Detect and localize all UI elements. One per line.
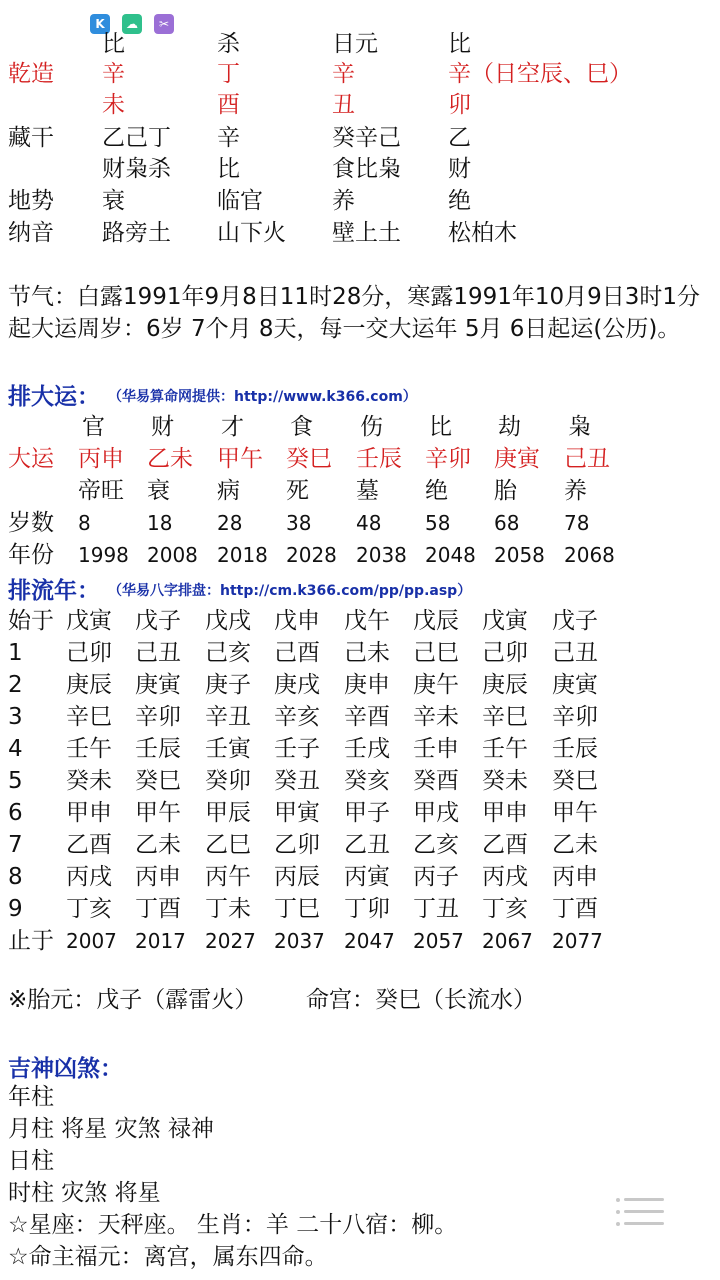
bazi-top_row-cell: 杀 bbox=[217, 31, 240, 57]
liunian-cell: 庚子 bbox=[205, 672, 251, 698]
liunian-cell: 癸丑 bbox=[274, 768, 320, 794]
dayun-year-cell: 2008 bbox=[147, 543, 198, 567]
bazi-canggan-cell: 辛 bbox=[217, 125, 240, 151]
bazi-dishi-cell: 养 bbox=[332, 188, 355, 214]
bazi-stems-label: 乾造 bbox=[8, 61, 54, 87]
bazi-nayin-cell: 松柏木 bbox=[448, 220, 517, 246]
bazi-shishen-cell: 比 bbox=[217, 156, 240, 182]
liunian-cell: 戊子 bbox=[135, 608, 181, 634]
liunian-source-link[interactable]: （华易八字排盘：http://cm.k366.com/pp/pp.asp） bbox=[108, 583, 472, 599]
liunian-cell: 丙辰 bbox=[274, 864, 320, 890]
liunian-cell: 辛巳 bbox=[66, 704, 112, 730]
bazi-branches-cell: 丑 bbox=[332, 92, 355, 118]
liunian-cell: 甲辰 bbox=[205, 800, 251, 826]
liunian-row-label: 4 bbox=[8, 736, 23, 762]
dayun-age-cell: 48 bbox=[356, 511, 382, 535]
liunian-cell: 辛卯 bbox=[135, 704, 181, 730]
dayun-year-cell: 1998 bbox=[78, 543, 129, 567]
liunian-row-label: 止于 bbox=[8, 928, 54, 954]
dayun-age-cell: 28 bbox=[217, 511, 243, 535]
liunian-row-label: 3 bbox=[8, 704, 23, 730]
liunian-cell: 戊辰 bbox=[413, 608, 459, 634]
liunian-cell: 己丑 bbox=[552, 640, 598, 666]
liunian-cell: 癸亥 bbox=[344, 768, 390, 794]
dayun-pillar-cell: 壬辰 bbox=[356, 446, 402, 472]
liunian-cell: 癸酉 bbox=[413, 768, 459, 794]
bazi-stems-cell: 丁 bbox=[217, 61, 240, 87]
dayun-shishen-cell: 食 bbox=[290, 414, 313, 440]
menu-lines-icon[interactable] bbox=[612, 1192, 666, 1234]
bazi-branches-cell: 酉 bbox=[217, 92, 240, 118]
liunian-cell: 2047 bbox=[344, 929, 395, 953]
liunian-cell: 丙申 bbox=[552, 864, 598, 890]
liunian-row-label: 6 bbox=[8, 800, 23, 826]
dayun-shishen-cell: 劫 bbox=[498, 414, 521, 440]
liunian-cell: 乙酉 bbox=[482, 832, 528, 858]
jishen-line-4: 时柱 灾煞 将星 bbox=[8, 1180, 161, 1206]
bazi-dishi-cell: 绝 bbox=[448, 188, 471, 214]
liunian-cell: 辛卯 bbox=[552, 704, 598, 730]
liunian-row-label: 始于 bbox=[8, 608, 54, 634]
bazi-nayin-cell: 壁上土 bbox=[332, 220, 401, 246]
dayun-year-cell: 2058 bbox=[494, 543, 545, 567]
jishen-line-3: 日柱 bbox=[8, 1148, 54, 1174]
bazi-nayin-cell: 山下火 bbox=[217, 220, 286, 246]
liunian-cell: 戊戌 bbox=[205, 608, 251, 634]
dayun-shishen-cell: 官 bbox=[82, 414, 105, 440]
liunian-row-label: 8 bbox=[8, 864, 23, 890]
dayun-state-cell: 墓 bbox=[356, 478, 379, 504]
liunian-cell: 甲子 bbox=[344, 800, 390, 826]
dayun-year-cell: 2068 bbox=[564, 543, 615, 567]
liunian-cell: 丙寅 bbox=[344, 864, 390, 890]
bazi-dishi-cell: 衰 bbox=[102, 188, 125, 214]
dayun-heading: 排大运： bbox=[8, 384, 100, 410]
liunian-cell: 庚申 bbox=[344, 672, 390, 698]
dayun-state-cell: 养 bbox=[564, 478, 587, 504]
liunian-cell: 乙未 bbox=[135, 832, 181, 858]
bazi-top_row-cell: 比 bbox=[102, 31, 125, 57]
liunian-cell: 庚午 bbox=[413, 672, 459, 698]
dayun-age-cell: 38 bbox=[286, 511, 312, 535]
dayun-age-cell: 18 bbox=[147, 511, 173, 535]
liunian-cell: 丁亥 bbox=[482, 896, 528, 922]
dayun-state-cell: 死 bbox=[286, 478, 309, 504]
qiyun-line: 起大运周岁：6岁 7个月 8天，每一交大运年 5月 6日起运(公历)。 bbox=[8, 316, 681, 342]
liunian-cell: 辛丑 bbox=[205, 704, 251, 730]
liunian-cell: 丁亥 bbox=[66, 896, 112, 922]
liunian-cell: 甲寅 bbox=[274, 800, 320, 826]
liunian-cell: 乙酉 bbox=[66, 832, 112, 858]
liunian-cell: 丁酉 bbox=[552, 896, 598, 922]
liunian-cell: 癸卯 bbox=[205, 768, 251, 794]
liunian-cell: 乙亥 bbox=[413, 832, 459, 858]
dayun-pillar-cell: 庚寅 bbox=[494, 446, 540, 472]
liunian-cell: 2067 bbox=[482, 929, 533, 953]
liunian-cell: 2057 bbox=[413, 929, 464, 953]
dayun-age-cell: 58 bbox=[425, 511, 451, 535]
liunian-cell: 辛未 bbox=[413, 704, 459, 730]
liunian-row-label: 7 bbox=[8, 832, 23, 858]
dayun-year-cell: 2048 bbox=[425, 543, 476, 567]
liunian-cell: 庚寅 bbox=[552, 672, 598, 698]
bazi-branches-cell: 未 bbox=[102, 92, 125, 118]
liunian-cell: 壬午 bbox=[482, 736, 528, 762]
dayun-state-cell: 胎 bbox=[494, 478, 517, 504]
liunian-cell: 甲申 bbox=[482, 800, 528, 826]
liunian-cell: 癸未 bbox=[66, 768, 112, 794]
dayun-pillar-cell: 辛卯 bbox=[425, 446, 471, 472]
liunian-cell: 壬申 bbox=[413, 736, 459, 762]
liunian-cell: 丁酉 bbox=[135, 896, 181, 922]
dayun-year-cell: 2038 bbox=[356, 543, 407, 567]
liunian-row-label: 2 bbox=[8, 672, 23, 698]
liunian-cell: 丁卯 bbox=[344, 896, 390, 922]
liunian-cell: 丙午 bbox=[205, 864, 251, 890]
liunian-cell: 乙丑 bbox=[344, 832, 390, 858]
dayun-pillar-cell: 乙未 bbox=[147, 446, 193, 472]
liunian-cell: 壬辰 bbox=[552, 736, 598, 762]
bazi-top_row-cell: 日元 bbox=[332, 31, 378, 57]
jieqi-line: 节气：白露1991年9月8日11时28分，寒露1991年10月9日3时1分 bbox=[8, 284, 701, 310]
liunian-cell: 庚戌 bbox=[274, 672, 320, 698]
dayun-state-cell: 衰 bbox=[147, 478, 170, 504]
liunian-cell: 2077 bbox=[552, 929, 603, 953]
jishen-line-1: 年柱 bbox=[8, 1084, 54, 1110]
liunian-cell: 丙申 bbox=[135, 864, 181, 890]
liunian-cell: 丙戌 bbox=[66, 864, 112, 890]
liunian-cell: 己未 bbox=[344, 640, 390, 666]
dayun-shishen-cell: 比 bbox=[429, 414, 452, 440]
liunian-cell: 癸未 bbox=[482, 768, 528, 794]
taiyuan-line: ※胎元：戊子（霹雷火） bbox=[8, 987, 258, 1013]
liunian-cell: 己丑 bbox=[135, 640, 181, 666]
liunian-cell: 己卯 bbox=[482, 640, 528, 666]
liunian-cell: 甲午 bbox=[552, 800, 598, 826]
dayun-pillar-cell: 己丑 bbox=[564, 446, 610, 472]
liunian-cell: 丙戌 bbox=[482, 864, 528, 890]
liunian-cell: 戊申 bbox=[274, 608, 320, 634]
dayun-label: 大运 bbox=[8, 446, 54, 472]
jishen-line-2: 月柱 将星 灾煞 禄神 bbox=[8, 1116, 214, 1142]
bazi-shishen-cell: 财枭杀 bbox=[102, 156, 171, 182]
liunian-cell: 乙未 bbox=[552, 832, 598, 858]
dayun-age-cell: 8 bbox=[78, 511, 91, 535]
liunian-cell: 辛亥 bbox=[274, 704, 320, 730]
liunian-cell: 庚辰 bbox=[66, 672, 112, 698]
liunian-cell: 2007 bbox=[66, 929, 117, 953]
liunian-cell: 癸巳 bbox=[135, 768, 181, 794]
liunian-cell: 己酉 bbox=[274, 640, 320, 666]
liunian-cell: 丁未 bbox=[205, 896, 251, 922]
app-scissors-icon: ✂ bbox=[154, 14, 174, 34]
dayun-shishen-cell: 枭 bbox=[568, 414, 591, 440]
liunian-cell: 戊午 bbox=[344, 608, 390, 634]
dayun-state-cell: 绝 bbox=[425, 478, 448, 504]
jishen-heading: 吉神凶煞： bbox=[8, 1056, 123, 1082]
liunian-cell: 辛酉 bbox=[344, 704, 390, 730]
liunian-cell: 壬戌 bbox=[344, 736, 390, 762]
liunian-cell: 甲戌 bbox=[413, 800, 459, 826]
bazi-canggan-cell: 乙 bbox=[448, 125, 471, 151]
liunian-cell: 戊子 bbox=[552, 608, 598, 634]
dayun-year-cell: 2028 bbox=[286, 543, 337, 567]
bazi-stems-cell: 辛（日空辰、巳） bbox=[448, 61, 632, 87]
bazi-shishen-cell: 食比枭 bbox=[332, 156, 401, 182]
dayun-shishen-cell: 财 bbox=[151, 414, 174, 440]
liunian-cell: 戊寅 bbox=[482, 608, 528, 634]
bazi-canggan-cell: 乙己丁 bbox=[102, 125, 171, 151]
liunian-cell: 甲午 bbox=[135, 800, 181, 826]
liunian-cell: 2037 bbox=[274, 929, 325, 953]
dayun-source-link[interactable]: （华易算命网提供：http://www.k366.com） bbox=[108, 389, 417, 405]
liunian-cell: 壬辰 bbox=[135, 736, 181, 762]
liunian-cell: 庚辰 bbox=[482, 672, 528, 698]
dayun-state-cell: 病 bbox=[217, 478, 240, 504]
bazi-stems-cell: 辛 bbox=[102, 61, 125, 87]
bazi-branches-cell: 卯 bbox=[448, 92, 471, 118]
liunian-cell: 癸巳 bbox=[552, 768, 598, 794]
liunian-row-label: 1 bbox=[8, 640, 23, 666]
bazi-dishi-cell: 临官 bbox=[217, 188, 263, 214]
dayun-age-cell: 78 bbox=[564, 511, 590, 535]
liunian-cell: 壬寅 bbox=[205, 736, 251, 762]
bazi-dishi-label: 地势 bbox=[8, 188, 54, 214]
liunian-cell: 丁丑 bbox=[413, 896, 459, 922]
bazi-nayin-label: 纳音 bbox=[8, 220, 54, 246]
app-cloud-icon: ☁ bbox=[122, 14, 142, 34]
liunian-cell: 甲申 bbox=[66, 800, 112, 826]
liunian-cell: 乙巳 bbox=[205, 832, 251, 858]
liunian-cell: 壬子 bbox=[274, 736, 320, 762]
dayun-age-label: 岁数 bbox=[8, 510, 54, 536]
bazi-canggan-cell: 癸辛己 bbox=[332, 125, 401, 151]
dayun-pillar-cell: 丙申 bbox=[78, 446, 124, 472]
dayun-state-cell: 帝旺 bbox=[78, 478, 124, 504]
bazi-canggan-label: 藏干 bbox=[8, 125, 54, 151]
bazi-top_row-cell: 比 bbox=[448, 31, 471, 57]
bazi-nayin-cell: 路旁土 bbox=[102, 220, 171, 246]
app-k-icon: K bbox=[90, 14, 110, 34]
liunian-cell: 己卯 bbox=[66, 640, 112, 666]
bazi-stems-cell: 辛 bbox=[332, 61, 355, 87]
liunian-cell: 壬午 bbox=[66, 736, 112, 762]
liunian-cell: 2027 bbox=[205, 929, 256, 953]
liunian-cell: 庚寅 bbox=[135, 672, 181, 698]
dayun-shishen-cell: 才 bbox=[221, 414, 244, 440]
liunian-cell: 乙卯 bbox=[274, 832, 320, 858]
liunian-cell: 己巳 bbox=[413, 640, 459, 666]
liunian-cell: 戊寅 bbox=[66, 608, 112, 634]
liunian-cell: 2017 bbox=[135, 929, 186, 953]
xingzuo-line: ☆星座：天秤座。 生肖：羊 二十八宿：柳。 bbox=[8, 1212, 458, 1238]
dayun-year-label: 年份 bbox=[8, 542, 54, 568]
liunian-cell: 己亥 bbox=[205, 640, 251, 666]
bazi-shishen-cell: 财 bbox=[448, 156, 471, 182]
minggong-line: 命宫：癸巳（长流水） bbox=[306, 987, 536, 1013]
liunian-row-label: 5 bbox=[8, 768, 23, 794]
liunian-cell: 丙子 bbox=[413, 864, 459, 890]
dayun-pillar-cell: 甲午 bbox=[217, 446, 263, 472]
dayun-shishen-cell: 伤 bbox=[360, 414, 383, 440]
dayun-age-cell: 68 bbox=[494, 511, 520, 535]
liunian-cell: 辛巳 bbox=[482, 704, 528, 730]
liunian-cell: 丁巳 bbox=[274, 896, 320, 922]
liunian-heading: 排流年： bbox=[8, 578, 100, 604]
dayun-pillar-cell: 癸巳 bbox=[286, 446, 332, 472]
mingzhu-line: ☆命主福元：离宫，属东四命。 bbox=[8, 1244, 328, 1270]
liunian-row-label: 9 bbox=[8, 896, 23, 922]
dayun-year-cell: 2018 bbox=[217, 543, 268, 567]
